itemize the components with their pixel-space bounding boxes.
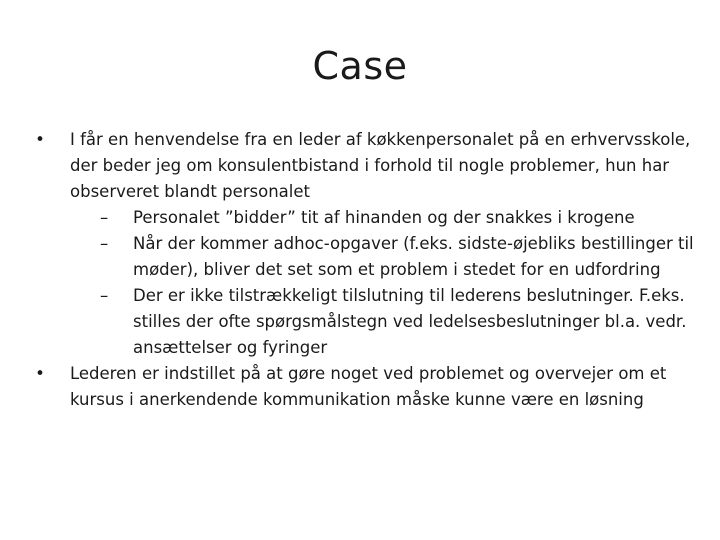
sub-bullet-text: Personalet ”bidder” tit af hinanden og der snakkes i krogene <box>133 208 635 227</box>
dash-marker: – <box>100 208 109 227</box>
dash-marker: – <box>100 286 109 305</box>
bullet-list <box>30 127 695 413</box>
slide-title: Case <box>312 44 408 88</box>
sub-bullet-item <box>100 231 695 283</box>
bullet-item <box>30 361 695 413</box>
sub-bullet-item <box>100 283 695 361</box>
sub-bullet-list <box>70 205 695 361</box>
bullet-text: I får en henvendelse fra en leder af køkkenpersonalet på en erhvervsskole, der beder jeg om konsulentbistand i forhold til nogle problemer, hun har observeret blandt personalet <box>70 130 691 201</box>
sub-bullet-text: Der er ikke tilstrækkeligt tilslutning til lederens beslutninger. F.eks. stilles der ofte spørgsmålstegn ved ledelsesbeslutninger bl.a. vedr. ansættelser og fyringer <box>133 286 687 357</box>
sub-bullet-text: Når der kommer adhoc-opgaver (f.eks. sidste-øjebliks bestillinger til møder), bliver det set som et problem i stedet for en udfordring <box>133 234 694 279</box>
bullet-marker: • <box>35 130 45 149</box>
sub-bullet-item <box>100 205 695 231</box>
dash-marker: – <box>100 234 109 253</box>
bullet-text: Lederen er indstillet på at gøre noget ved problemet og overvejer om et kursus i anerkendende kommunikation måske kunne være en løsning <box>70 364 667 409</box>
bullet-item <box>30 127 695 361</box>
bullet-marker: • <box>35 364 45 383</box>
